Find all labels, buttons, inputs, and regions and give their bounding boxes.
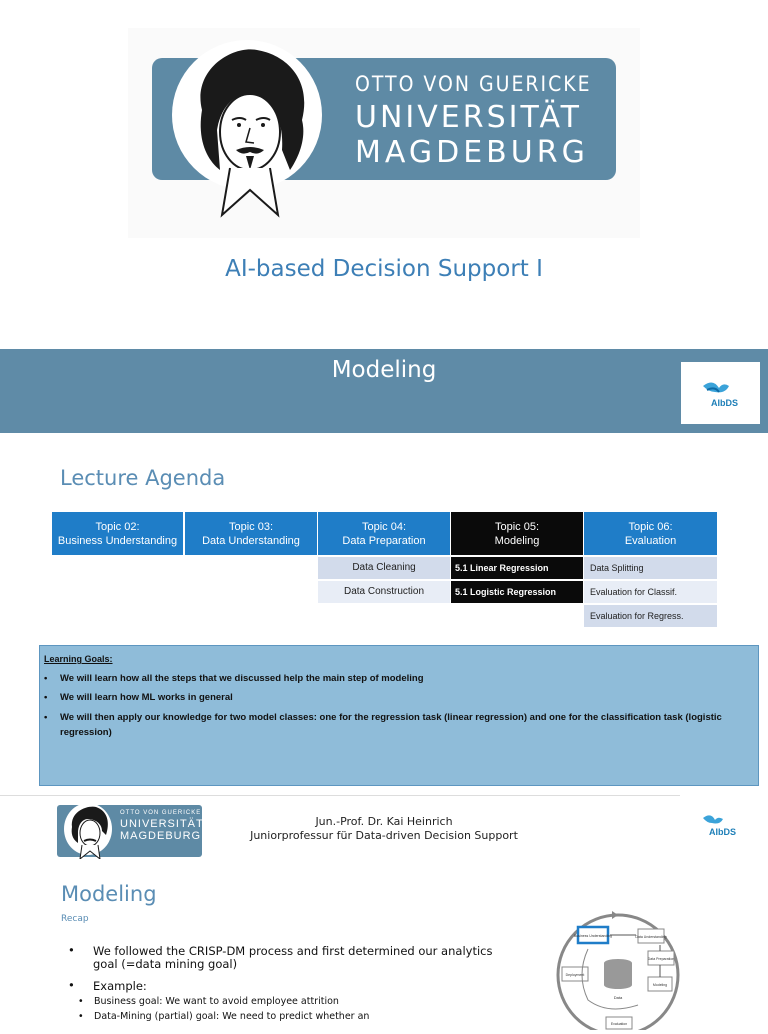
learning-goal-text: We will then apply our knowledge for two model classes: one for the regression task (linear regression) and one for the classification task (logistic regression): [60, 712, 722, 738]
logo-text-line3: MAGDEBURG: [355, 135, 589, 170]
topic-name: Data Understanding: [202, 535, 300, 547]
crisp-label: Business Understanding: [574, 934, 612, 938]
topic-03-header: [185, 512, 317, 555]
slide-title: Modeling: [61, 882, 157, 906]
crisp-label: Data Understanding: [635, 935, 667, 939]
aibds-mark-icon: [681, 362, 760, 424]
topic-name: Modeling: [494, 535, 540, 547]
topic-number: Topic 04:: [361, 521, 407, 533]
agenda-cell-data-cleaning: Data Cleaning: [318, 557, 450, 579]
section-title: Modeling: [331, 357, 437, 383]
agenda-title: Lecture Agenda: [60, 466, 226, 490]
learning-goal-item: [44, 671, 749, 686]
agenda-cell-eval-classif: Evaluation for Classif.: [584, 581, 717, 603]
topic-name: Data Preparation: [342, 535, 426, 547]
mini-logo-line3: MAGDEBURG: [120, 830, 202, 842]
topic-number: Topic 03:: [228, 521, 274, 533]
professorship-title: Juniorprofessur für Data-driven Decision Support: [250, 829, 518, 842]
aibds-logo-text: AIbDS: [711, 398, 738, 408]
crisp-label: Data Preparation: [647, 957, 675, 961]
aibds-logo: [681, 362, 760, 424]
bullet-icon: •: [78, 996, 84, 1007]
course-title: AI-based Decision Support I: [225, 256, 543, 282]
crisp-label: Modeling: [652, 983, 668, 987]
logo-text-line1: OTTO VON GUERICKE: [355, 72, 592, 96]
agenda-cell-data-construction: Data Construction: [318, 581, 450, 603]
topic-name: Evaluation: [624, 535, 677, 547]
aibds-logo-text: AIbDS: [709, 827, 736, 837]
recap-sub-bullet: Data-Mining (partial) goal: We need to predict whether an: [94, 1011, 370, 1022]
topic-02-header: [52, 512, 183, 555]
crisp-dm-diagram: [548, 905, 688, 1030]
slide-divider: [0, 795, 680, 796]
learning-goal-text: We will learn how all the steps that we discussed help the main step of modeling: [60, 673, 424, 684]
crisp-label: Deployment: [565, 973, 585, 977]
topic-05-header: [451, 512, 583, 555]
learning-goal-item: [44, 710, 749, 740]
crisp-label: Data: [613, 995, 623, 1000]
agenda-cell-data-splitting: Data Splitting: [584, 557, 717, 579]
learning-goal-item: [44, 690, 749, 705]
topic-name: Business Understanding: [57, 535, 178, 547]
bullet-icon: •: [68, 978, 75, 992]
bullet-icon: •: [44, 692, 48, 703]
bullet-icon: •: [78, 1011, 84, 1022]
agenda-cell-eval-regress: Evaluation for Regress.: [584, 605, 717, 627]
topic-number: Topic 05:: [494, 521, 540, 533]
recap-bullet: Example:: [93, 979, 147, 993]
learning-goal-text: We will learn how ML works in general: [60, 692, 233, 703]
agenda-cell-logistic-regression: 5.1 Logistic Regression: [451, 581, 583, 603]
mini-logo-line1: OTTO VON GUERICKE: [120, 810, 202, 816]
professor-name: Jun.-Prof. Dr. Kai Heinrich: [315, 815, 453, 828]
logo-text-line2: UNIVERSITÄT: [355, 100, 582, 135]
topic-number: Topic 02:: [95, 521, 140, 533]
bullet-icon: •: [68, 943, 75, 957]
learning-goals-heading: Learning Goals:: [44, 654, 113, 664]
aibds-logo-small: [695, 812, 751, 842]
bullet-icon: •: [44, 712, 48, 723]
topic-number: Topic 06:: [628, 521, 673, 533]
recap-bullet: We followed the CRISP-DM process and first determined our analytics goal (=data mining goal): [93, 944, 493, 971]
agenda-cell-linear-regression: 5.1 Linear Regression: [451, 557, 583, 579]
slide-subtitle: Recap: [61, 914, 89, 924]
recap-sub-bullet: Business goal: We want to avoid employee attrition: [94, 996, 339, 1007]
crisp-label: Evaluation: [610, 1022, 628, 1026]
guericke-portrait-icon: [172, 40, 322, 190]
topic-04-header: [318, 512, 450, 555]
mini-logo-line2: UNIVERSITÄT: [120, 818, 204, 830]
topic-06-header: [584, 512, 717, 555]
bullet-icon: •: [44, 673, 48, 684]
